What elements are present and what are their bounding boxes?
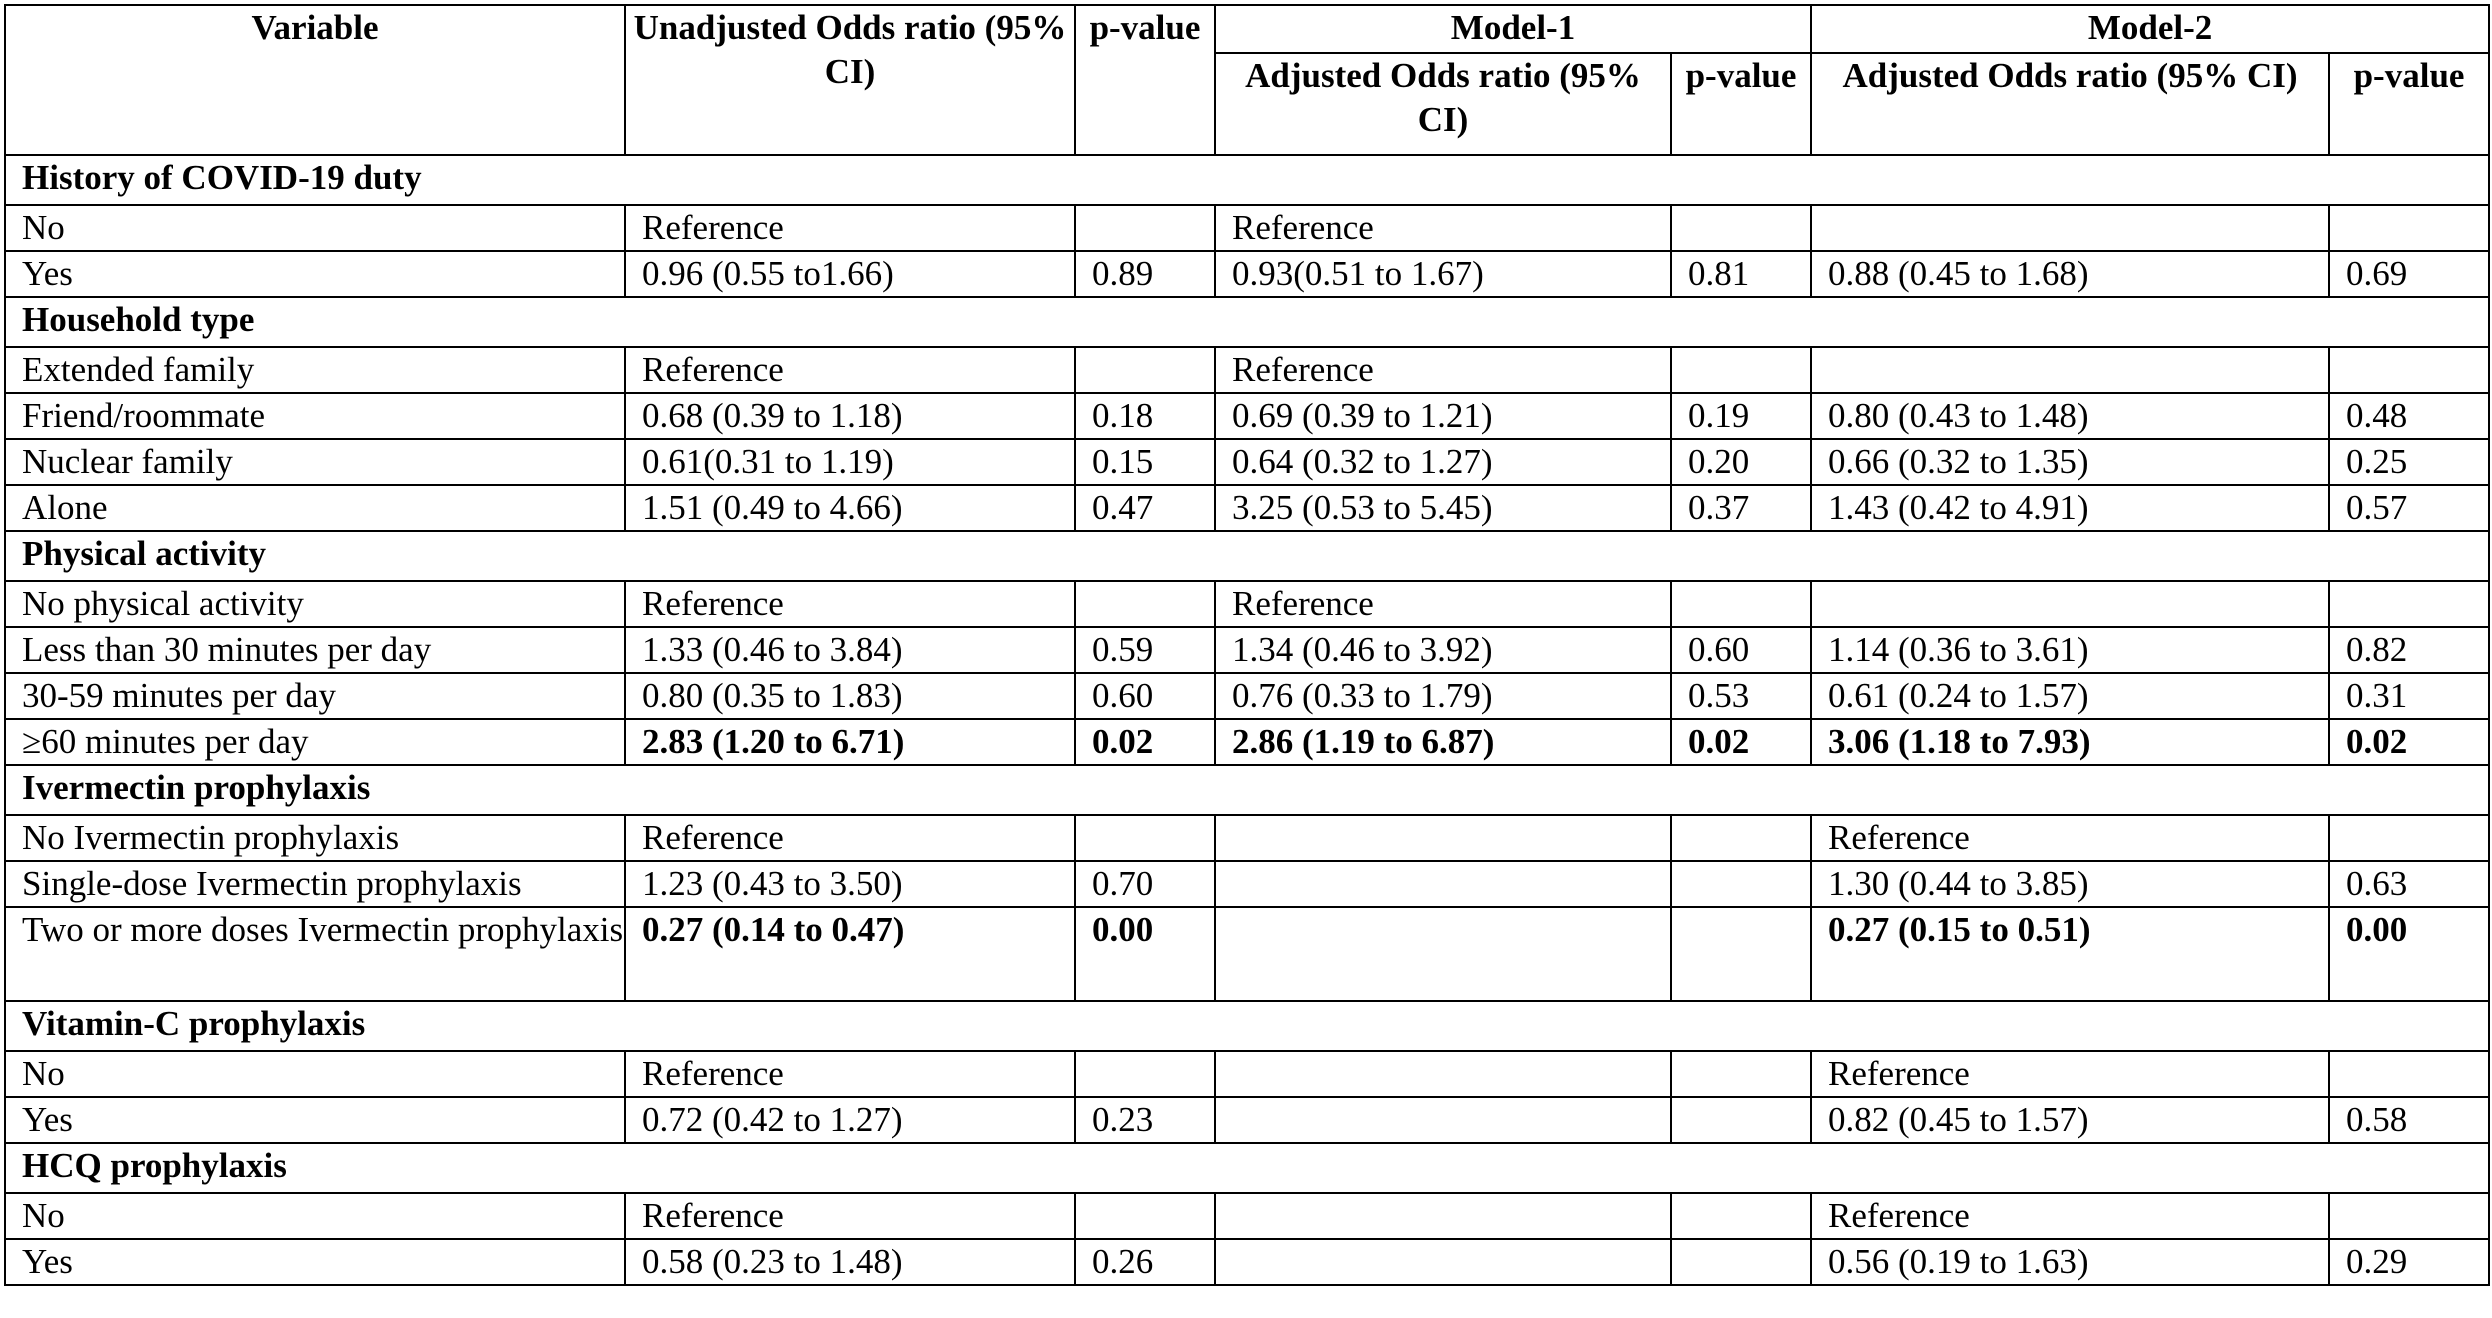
model-2-p: 0.25	[2329, 439, 2489, 485]
unadjusted-p: 0.15	[1075, 439, 1215, 485]
unadjusted-p: 0.60	[1075, 673, 1215, 719]
model-1-or: 0.64 (0.32 to 1.27)	[1215, 439, 1671, 485]
model-1-or: 0.69 (0.39 to 1.21)	[1215, 393, 1671, 439]
table-row	[5, 347, 2489, 393]
model-1-p: 0.37	[1671, 485, 1811, 531]
model-2-or: 0.61 (0.24 to 1.57)	[1811, 673, 2329, 719]
table-row	[5, 1193, 2489, 1239]
table-row	[5, 439, 2489, 485]
model-2-or: 3.06 (1.18 to 7.93)	[1811, 719, 2329, 765]
model-2-or: Reference	[1811, 815, 2329, 861]
unadjusted-p: 0.59	[1075, 627, 1215, 673]
unadjusted-p	[1075, 581, 1215, 627]
model-1-p	[1671, 1051, 1811, 1097]
unadjusted-or: Reference	[625, 815, 1075, 861]
row-label: Two or more doses Ivermectin prophylaxis	[5, 907, 625, 1001]
header-model-2-or: Adjusted Odds ratio (95% CI)	[1811, 53, 2329, 155]
model-1-p	[1671, 815, 1811, 861]
model-2-or: Reference	[1811, 1051, 2329, 1097]
row-label: Single-dose Ivermectin prophylaxis	[5, 861, 625, 907]
row-label: No	[5, 205, 625, 251]
model-1-or: 0.76 (0.33 to 1.79)	[1215, 673, 1671, 719]
section-title: Physical activity	[5, 531, 2489, 581]
table-row	[5, 393, 2489, 439]
table-row	[5, 673, 2489, 719]
model-1-or: 1.34 (0.46 to 3.92)	[1215, 627, 1671, 673]
section-title: HCQ prophylaxis	[5, 1143, 2489, 1193]
row-label: No	[5, 1051, 625, 1097]
section-title: History of COVID-19 duty	[5, 155, 2489, 205]
model-1-or	[1215, 815, 1671, 861]
unadjusted-or: 0.96 (0.55 to1.66)	[625, 251, 1075, 297]
row-label: Extended family	[5, 347, 625, 393]
model-1-p	[1671, 205, 1811, 251]
model-2-or: 0.82 (0.45 to 1.57)	[1811, 1097, 2329, 1143]
header-model-1-or: Adjusted Odds ratio (95% CI)	[1215, 53, 1671, 155]
model-1-p: 0.20	[1671, 439, 1811, 485]
header-model-1-p: p-value	[1671, 53, 1811, 155]
unadjusted-p	[1075, 1193, 1215, 1239]
unadjusted-or: 0.61(0.31 to 1.19)	[625, 439, 1075, 485]
table-header	[5, 5, 2489, 155]
model-1-or	[1215, 907, 1671, 1001]
model-2-or: 0.56 (0.19 to 1.63)	[1811, 1239, 2329, 1285]
header-model-2: Model-2	[1811, 5, 2489, 53]
model-2-p: 0.29	[2329, 1239, 2489, 1285]
unadjusted-or: 2.83 (1.20 to 6.71)	[625, 719, 1075, 765]
model-2-p: 0.02	[2329, 719, 2489, 765]
model-2-p: 0.57	[2329, 485, 2489, 531]
row-label: Yes	[5, 1239, 625, 1285]
model-2-or	[1811, 581, 2329, 627]
unadjusted-or: Reference	[625, 581, 1075, 627]
model-2-p	[2329, 581, 2489, 627]
table-row	[5, 719, 2489, 765]
unadjusted-p: 0.23	[1075, 1097, 1215, 1143]
model-2-or	[1811, 205, 2329, 251]
model-1-p	[1671, 581, 1811, 627]
model-1-or: 2.86 (1.19 to 6.87)	[1215, 719, 1671, 765]
model-1-p: 0.19	[1671, 393, 1811, 439]
model-2-p: 0.31	[2329, 673, 2489, 719]
row-label: No physical activity	[5, 581, 625, 627]
table-row	[5, 861, 2489, 907]
model-2-or: 1.30 (0.44 to 3.85)	[1811, 861, 2329, 907]
model-2-p: 0.58	[2329, 1097, 2489, 1143]
unadjusted-or: Reference	[625, 205, 1075, 251]
row-label: Yes	[5, 1097, 625, 1143]
model-2-or	[1811, 347, 2329, 393]
unadjusted-p	[1075, 347, 1215, 393]
model-1-p: 0.81	[1671, 251, 1811, 297]
model-1-p	[1671, 347, 1811, 393]
table-row	[5, 1239, 2489, 1285]
model-2-p	[2329, 347, 2489, 393]
table-row	[5, 205, 2489, 251]
model-2-or: 1.43 (0.42 to 4.91)	[1811, 485, 2329, 531]
row-label: Less than 30 minutes per day	[5, 627, 625, 673]
table-row	[5, 485, 2489, 531]
unadjusted-p: 0.70	[1075, 861, 1215, 907]
header-variable: Variable	[5, 5, 625, 155]
table-body	[5, 155, 2489, 1285]
model-1-p	[1671, 907, 1811, 1001]
model-1-p	[1671, 1239, 1811, 1285]
model-2-or: 1.14 (0.36 to 3.61)	[1811, 627, 2329, 673]
unadjusted-or: 1.23 (0.43 to 3.50)	[625, 861, 1075, 907]
section-header-row	[5, 155, 2489, 205]
model-2-or: Reference	[1811, 1193, 2329, 1239]
section-header-row	[5, 1001, 2489, 1051]
header-unadjusted-or: Unadjusted Odds ratio (95% CI)	[625, 5, 1075, 155]
table-row	[5, 251, 2489, 297]
model-1-p: 0.60	[1671, 627, 1811, 673]
model-2-or: 0.66 (0.32 to 1.35)	[1811, 439, 2329, 485]
model-1-or: 3.25 (0.53 to 5.45)	[1215, 485, 1671, 531]
model-1-p: 0.02	[1671, 719, 1811, 765]
row-label: Alone	[5, 485, 625, 531]
unadjusted-or: 0.68 (0.39 to 1.18)	[625, 393, 1075, 439]
section-header-row	[5, 297, 2489, 347]
model-2-p: 0.48	[2329, 393, 2489, 439]
model-1-or	[1215, 1097, 1671, 1143]
section-header-row	[5, 531, 2489, 581]
header-unadjusted-p: p-value	[1075, 5, 1215, 155]
unadjusted-or: Reference	[625, 1051, 1075, 1097]
model-2-p	[2329, 1051, 2489, 1097]
model-1-or: Reference	[1215, 581, 1671, 627]
unadjusted-p: 0.89	[1075, 251, 1215, 297]
model-1-or	[1215, 1051, 1671, 1097]
row-label: No Ivermectin prophylaxis	[5, 815, 625, 861]
row-label: Nuclear family	[5, 439, 625, 485]
unadjusted-p: 0.18	[1075, 393, 1215, 439]
table-row	[5, 581, 2489, 627]
model-2-p: 0.00	[2329, 907, 2489, 1001]
header-model-2-p: p-value	[2329, 53, 2489, 155]
row-label: Friend/roommate	[5, 393, 625, 439]
model-2-or: 0.27 (0.15 to 0.51)	[1811, 907, 2329, 1001]
section-header-row	[5, 1143, 2489, 1193]
model-1-or: Reference	[1215, 347, 1671, 393]
table-row	[5, 907, 2489, 1001]
table-row	[5, 815, 2489, 861]
section-title: Household type	[5, 297, 2489, 347]
model-1-or	[1215, 861, 1671, 907]
unadjusted-or: 0.27 (0.14 to 0.47)	[625, 907, 1075, 1001]
unadjusted-or: 0.80 (0.35 to 1.83)	[625, 673, 1075, 719]
row-label: 30-59 minutes per day	[5, 673, 625, 719]
table-row	[5, 1097, 2489, 1143]
unadjusted-p	[1075, 205, 1215, 251]
model-2-p: 0.63	[2329, 861, 2489, 907]
model-2-or: 0.80 (0.43 to 1.48)	[1811, 393, 2329, 439]
section-title: Ivermectin prophylaxis	[5, 765, 2489, 815]
table-row	[5, 627, 2489, 673]
unadjusted-p	[1075, 1051, 1215, 1097]
header-model-1: Model-1	[1215, 5, 1811, 53]
unadjusted-p	[1075, 815, 1215, 861]
unadjusted-or: 0.58 (0.23 to 1.48)	[625, 1239, 1075, 1285]
model-1-or: 0.93(0.51 to 1.67)	[1215, 251, 1671, 297]
model-2-p	[2329, 1193, 2489, 1239]
row-label: Yes	[5, 251, 625, 297]
model-2-or: 0.88 (0.45 to 1.68)	[1811, 251, 2329, 297]
unadjusted-p: 0.00	[1075, 907, 1215, 1001]
unadjusted-or: 0.72 (0.42 to 1.27)	[625, 1097, 1075, 1143]
row-label: ≥60 minutes per day	[5, 719, 625, 765]
model-2-p	[2329, 205, 2489, 251]
unadjusted-or: Reference	[625, 1193, 1075, 1239]
model-1-or: Reference	[1215, 205, 1671, 251]
model-1-p: 0.53	[1671, 673, 1811, 719]
unadjusted-or: Reference	[625, 347, 1075, 393]
unadjusted-p: 0.26	[1075, 1239, 1215, 1285]
row-label: No	[5, 1193, 625, 1239]
odds-ratio-table	[4, 4, 2490, 1286]
model-1-p	[1671, 1193, 1811, 1239]
section-header-row	[5, 765, 2489, 815]
section-title: Vitamin-C prophylaxis	[5, 1001, 2489, 1051]
model-1-or	[1215, 1193, 1671, 1239]
model-2-p: 0.69	[2329, 251, 2489, 297]
table-container	[4, 4, 2490, 1286]
model-1-or	[1215, 1239, 1671, 1285]
unadjusted-p: 0.02	[1075, 719, 1215, 765]
unadjusted-or: 1.51 (0.49 to 4.66)	[625, 485, 1075, 531]
table-row	[5, 1051, 2489, 1097]
model-1-p	[1671, 1097, 1811, 1143]
unadjusted-or: 1.33 (0.46 to 3.84)	[625, 627, 1075, 673]
model-2-p: 0.82	[2329, 627, 2489, 673]
model-1-p	[1671, 861, 1811, 907]
model-2-p	[2329, 815, 2489, 861]
unadjusted-p: 0.47	[1075, 485, 1215, 531]
